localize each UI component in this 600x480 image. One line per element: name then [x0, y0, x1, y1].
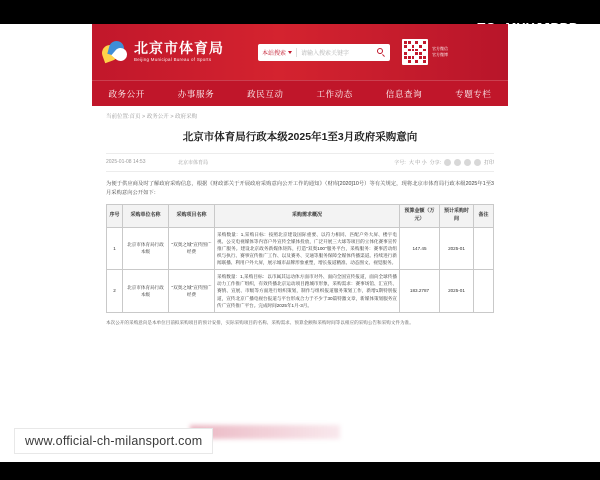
meta-tools — [394, 159, 494, 166]
nav-item-bsfw[interactable]: 办事服务 — [177, 88, 215, 99]
site-name-en: Beijing Municipal Bureau of Sports — [134, 57, 212, 63]
search-scope-label: 本站搜索 — [262, 50, 287, 57]
right-margin — [508, 24, 600, 462]
table-row — [107, 227, 494, 270]
share-label: 分享: — [429, 159, 441, 166]
cell-project: "双奥之城"宣传图广经费 — [169, 227, 215, 270]
search-input[interactable]: 请输入搜索关键字 — [301, 50, 350, 57]
th-no: 序号 — [107, 205, 123, 228]
nav-item-gzdt[interactable]: 工作动态 — [316, 88, 353, 99]
cell-unit: 北京市体育局行政本级 — [123, 227, 169, 270]
main-nav — [92, 80, 508, 106]
nav-item-zwgk[interactable]: 政务公开 — [108, 88, 145, 99]
font-size-options[interactable]: 大 中 小 — [408, 159, 427, 166]
th-time: 预计采购时间 — [440, 205, 474, 228]
site-watermark: www.official-ch-milansport.com — [14, 428, 213, 454]
breadcrumb[interactable]: 当前位置:首页 > 政务公开 > 政府采购 — [106, 114, 198, 120]
th-note: 备注 — [474, 205, 494, 228]
cell-budget: 147.45 — [400, 227, 440, 270]
qr-label-wechat: 官方微信 — [432, 46, 448, 51]
nav-item-xxcx[interactable]: 信息查询 — [385, 88, 423, 99]
qr-label-weibo: 官方微博 — [432, 52, 448, 57]
site-header — [92, 24, 508, 80]
webpage-content — [92, 24, 508, 464]
cell-project: "双奥之城"宣传图广经费 — [169, 270, 215, 313]
site-name-cn: 北京市体育局 — [134, 40, 224, 57]
search-bar[interactable] — [258, 44, 390, 61]
th-budget: 预算金额（万元） — [400, 205, 440, 228]
cell-no: 1 — [107, 227, 123, 270]
cell-unit: 北京市体育局行政本级 — [123, 270, 169, 313]
intro-paragraph: 为便于供应商及时了解政府采购信息，根据《财政部关于开展政府采购意向公开工作的通知》（财库[2020]10号）等有关规定，现将北京市体育局行政本级2025年1至3月采购意向公开如下： — [106, 180, 494, 196]
cell-desc: 采购数量：1,采购目标：以市属其运动体方面市对外、面向全国宣传报道，面向全球传播动力工作推广组织，有效传播北京运动项目跑城市形象，采购需求：赛事场馆、汇宣传、赛情、宣展、市级等方面进行组织策划，制作与组织报道服务策划工作，新增1期特别报道，宣传北京广播电视台报道与平台形成合力于不少于30篇特激文章，新媒体策划服务宣传广宣传推广平台。完成时间2025年1月-3月。 — [215, 270, 400, 313]
search-icon[interactable] — [377, 48, 386, 57]
cell-desc: 采购数量：1,采购日标：按照北京建设国际重要、以符力相同、匹配户外大屏、楼宇电视、公交电视媒体等内容户外宣传全媒体投放，广泛开展三大球等项目的立体化赛事宣传推广服务。建设北京政务新媒体矩阵，打造"双奥100"服务平台，采购服务：赛事活动组织与执行、赛事宣传推广工作、以及赛务、交通等服务保障全媒体传播渠道。持续进行新闻联播、利用户外大屏，展示城市品牌形象重塑，增长报道精准、动态图文、视觉服务。 — [215, 227, 400, 270]
nav-item-ztzl[interactable]: 专题专栏 — [455, 88, 492, 99]
bureau-logo-icon — [102, 39, 128, 65]
search-scope-select[interactable] — [262, 48, 297, 57]
chevron-down-icon — [288, 51, 292, 54]
th-project: 采购项目名称 — [169, 205, 215, 228]
cell-no: 2 — [107, 270, 123, 313]
share-wechat-icon[interactable] — [444, 159, 451, 166]
publish-date: 2025-01-08 14:53 — [106, 159, 146, 166]
site-logo-text — [134, 41, 224, 62]
table-row — [107, 270, 494, 313]
font-size-label: 字号: — [394, 159, 406, 166]
footnote: 本次公开的采购意向是本单位目前拟采购项目的预计安排，实际采购项目的名称、采购需求、预算金额和采购时间等以相应的采购公告和采购文件为准。 — [106, 319, 414, 325]
wechat-qr-icon[interactable] — [402, 39, 428, 65]
print-button[interactable]: 打印 — [483, 159, 494, 166]
share-weibo-icon[interactable] — [454, 159, 461, 166]
th-desc: 采购需求概况 — [215, 205, 400, 228]
cell-time: 2025-01 — [440, 227, 474, 270]
nav-item-zmhd[interactable]: 政民互动 — [247, 88, 284, 99]
bottom-black-bar — [0, 462, 600, 480]
procurement-table — [106, 204, 494, 313]
share-qq-icon[interactable] — [464, 159, 471, 166]
cell-time: 2025-01 — [440, 270, 474, 313]
cell-note — [474, 227, 494, 270]
article-source: 北京市体育局 — [178, 159, 209, 166]
th-unit: 采购单位名称 — [123, 205, 169, 228]
table-header-row — [107, 205, 494, 228]
page-title: 北京市体育局行政本级2025年1至3月政府采购意向 — [182, 131, 418, 143]
article-meta — [106, 153, 494, 172]
share-link-icon[interactable] — [474, 159, 481, 166]
qr-labels — [432, 46, 448, 58]
cell-budget: 183.2787 — [400, 270, 440, 313]
left-margin — [0, 24, 92, 462]
cell-note — [474, 270, 494, 313]
qr-codes — [402, 39, 448, 65]
